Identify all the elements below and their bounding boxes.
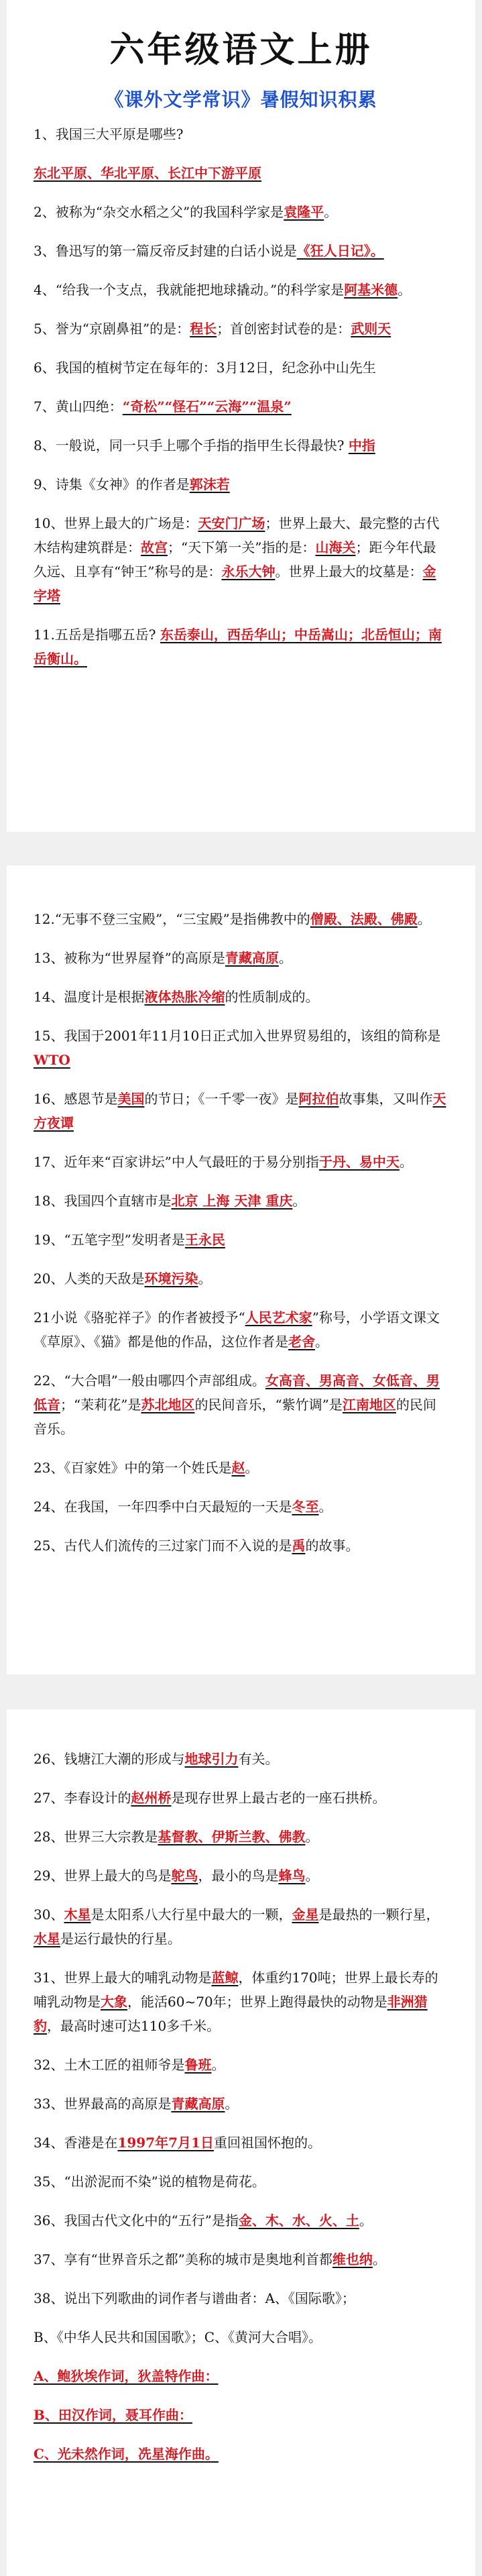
answer-text: 阿拉伯	[298, 1091, 339, 1107]
answer-text: 东岳泰山，西岳华山；中岳嵩山；北岳恒山；南岳衡山。	[34, 627, 442, 667]
answer-text: 阿基米德	[344, 282, 398, 298]
question-item	[34, 394, 448, 419]
question-item	[34, 1534, 448, 1558]
question-item	[34, 1966, 448, 2038]
page-subtitle: 《课外文学常识》暑假知识积累	[105, 89, 377, 111]
question-text: 32、土木工匠的祖师爷是	[34, 2057, 185, 2073]
question-text: 12.“无事不登三宝殿”，“三宝殿”是指佛教中的	[34, 911, 310, 927]
question-text: 。	[399, 1154, 413, 1170]
question-text: 5、誉为“京剧鼻祖”的是：	[34, 321, 190, 337]
question-item	[34, 1747, 448, 1771]
answer-text: 天安门广场	[198, 515, 265, 531]
question-text: 14、温度计是根据	[34, 989, 145, 1005]
answer-text: “奇松”“怪石”“云海”“温泉”	[122, 398, 292, 415]
document-page-2	[7, 865, 475, 1674]
question-item	[34, 161, 448, 185]
question-item	[34, 278, 448, 302]
question-text: 。	[278, 950, 292, 966]
question-text: 2、被称为“杂交水稻之父”的我国科学家是	[34, 204, 284, 220]
question-item	[34, 2169, 448, 2194]
answer-text: 水星	[34, 1931, 60, 1947]
question-item	[34, 985, 448, 1009]
question-text: 。	[359, 2212, 373, 2229]
question-text: 16、感恩节是	[34, 1091, 118, 1107]
question-text: 是最热的一颗行星，	[318, 1907, 440, 1923]
question-item	[34, 1864, 448, 1888]
question-text: 是现存世界上最古老的一座石拱桥。	[171, 1790, 386, 1806]
question-list-3	[34, 1747, 448, 2466]
question-item	[34, 511, 448, 608]
question-item	[34, 1786, 448, 1810]
question-text: 24、在我国，一年四季中白天最短的一天是	[34, 1499, 292, 1515]
answer-text: 冬至	[292, 1499, 319, 1515]
answer-text: WTO	[34, 1052, 70, 1068]
question-item	[34, 200, 448, 224]
answer-text: 山海关	[315, 539, 356, 555]
answer-text: 木星	[64, 1907, 91, 1923]
question-item	[34, 1150, 448, 1174]
question-item	[34, 1495, 448, 1519]
question-text: 22、“大合唱”一般由哪四个声部组成。	[34, 1373, 265, 1389]
answer-text: A、鲍狄埃作词，狄盖特作曲：	[34, 2368, 219, 2384]
question-text: 27、李春设计的	[34, 1790, 131, 1806]
answer-text: 鸵鸟	[171, 1868, 198, 1884]
question-item	[34, 907, 448, 931]
question-text: 的民间音乐。	[34, 1397, 436, 1437]
question-item	[34, 1228, 448, 1252]
question-item	[34, 356, 448, 380]
question-text: 的性质制成的。	[225, 989, 319, 1005]
question-text: 。	[318, 1499, 333, 1515]
answer-text: 大象	[101, 1994, 127, 2010]
answer-text: 地球引力	[184, 1751, 239, 1767]
document-page-3	[7, 1709, 475, 2576]
question-text: 。	[417, 911, 431, 927]
answer-text: 赵州桥	[131, 1790, 172, 1806]
question-text: 15、我国于2001年11月10日正式加入世界贸易组的，该组的简称是	[34, 1028, 441, 1044]
question-text: 。	[324, 204, 338, 220]
answer-text: 《狂人日记》。	[296, 243, 384, 259]
question-item	[34, 1087, 448, 1135]
question-text: ；距今年代最久远、且享有“钟王”称号的是：	[34, 539, 436, 580]
question-item	[34, 2092, 448, 2116]
answer-text: 鲁班	[184, 2057, 212, 2073]
question-text: 11.五岳是指哪五岳?	[34, 627, 160, 643]
answer-text: 美国	[117, 1091, 145, 1107]
question-item	[34, 2325, 448, 2349]
question-text: 。	[305, 1829, 319, 1845]
answer-text: 金字塔	[34, 564, 436, 604]
question-item	[34, 1368, 448, 1441]
answer-text: 老舍	[288, 1334, 315, 1350]
answer-text: 蜂鸟	[278, 1868, 306, 1884]
question-text: 重回祖国怀抱的。	[213, 2135, 321, 2151]
question-text: 36、我国古代文化中的“五行”是指	[34, 2212, 239, 2229]
question-text: 。	[305, 1868, 319, 1884]
answer-text: 袁隆平	[284, 204, 324, 220]
answer-text: 僧殿、法殿、佛殿	[310, 911, 418, 927]
answer-text: 中指	[348, 437, 375, 453]
question-text: ；世界上最大、最完整的古代木结构建筑群是：	[34, 515, 440, 555]
answer-text: 天方夜谭	[34, 1091, 446, 1131]
question-item	[34, 433, 448, 458]
question-text: 。	[245, 1460, 259, 1476]
question-text: 。	[211, 2057, 225, 2073]
question-text: 。	[292, 1193, 306, 1209]
question-item	[34, 2286, 448, 2310]
question-item	[34, 1267, 448, 1291]
question-item	[34, 2131, 448, 2155]
question-text: 。	[225, 2096, 239, 2112]
question-text: 18、我国四个直辖市是	[34, 1193, 172, 1209]
question-text: 29、世界上最大的鸟是	[34, 1868, 172, 1884]
question-text: ，能活60~70年；世界上跑得最快的动物是	[127, 1994, 387, 2010]
answer-text: 青藏高原	[171, 2096, 225, 2112]
question-text: 13、被称为“世界屋脊”的高原是	[34, 950, 225, 966]
answer-text: 于丹、易中天	[318, 1154, 400, 1170]
answer-text: 环境污染	[144, 1271, 198, 1287]
answer-text: 赵	[231, 1460, 245, 1476]
question-text: 10、世界上最大的广场是：	[34, 515, 198, 531]
answer-text: 郭沫若	[189, 476, 230, 492]
question-text: 的故事。	[305, 1538, 359, 1554]
question-text: ；首创密封试卷的是：	[217, 321, 351, 337]
question-item	[34, 472, 448, 496]
question-item	[34, 122, 448, 146]
question-text: ；“天下第一关”指的是：	[168, 539, 316, 555]
question-text: 故事集，又叫作	[339, 1091, 433, 1107]
answer-text: 非洲猎豹	[34, 1994, 428, 2034]
question-item	[34, 1189, 448, 1213]
question-text: 8、一般说，同一只手上哪个手指的指甲生长得最快?	[34, 437, 349, 453]
answer-text: 金、木、水、火、土	[238, 2212, 359, 2229]
answer-text: 基督教、伊斯兰教、佛教	[158, 1829, 306, 1845]
question-item	[34, 2247, 448, 2271]
answer-text: B、田汉作词，聂耳作曲：	[34, 2407, 192, 2423]
page-title: 六年级语文上册	[109, 30, 373, 70]
question-text: 有关。	[238, 1751, 279, 1767]
answer-text: 江南地区	[342, 1397, 396, 1413]
question-text: 25、古代人们流传的三过家门而不入说的是	[34, 1538, 292, 1554]
answer-text: 1997年7月1日	[117, 2135, 214, 2151]
question-item	[34, 2364, 448, 2388]
question-text: 的节日；《一千零一夜》是	[144, 1091, 299, 1107]
question-text: 26、钱塘江大潮的形成与	[34, 1751, 185, 1767]
question-text: 31、世界上最大的哺乳动物是	[34, 1970, 212, 1986]
question-text: 。	[315, 1334, 328, 1350]
answer-text: 人民艺术家	[245, 1309, 312, 1326]
question-list-1	[34, 122, 448, 671]
question-item	[34, 1024, 448, 1072]
document-page-1	[7, 0, 475, 832]
question-text: 的民间音乐，“紫竹调”是	[194, 1397, 343, 1413]
question-item	[34, 317, 448, 341]
question-text: 21小说《骆驼祥子》的作者被授予“	[34, 1309, 245, 1326]
question-text: ；“茉莉花”是	[60, 1397, 141, 1413]
question-text: 。	[398, 282, 412, 298]
answer-text: 王永民	[184, 1232, 225, 1248]
question-text: 是运行最快的行星。	[60, 1931, 181, 1947]
question-text: ，最高时速可达110多千米。	[47, 2018, 221, 2034]
question-text: 1、我国三大平原是哪些?	[34, 126, 184, 142]
question-text: 是太阳系八大行星中最大的一颗，	[91, 1907, 292, 1923]
answer-text: 东北平原、华北平原、长江中下游平原	[34, 165, 261, 181]
question-text: 3、鲁迅写的第一篇反帝反封建的白话小说是	[34, 243, 297, 259]
answer-text: 金星	[292, 1907, 319, 1923]
question-item	[34, 1902, 448, 1951]
question-text: 28、世界三大宗教是	[34, 1829, 158, 1845]
question-text: 。	[372, 2251, 386, 2267]
question-text: ，最小的鸟是	[198, 1868, 279, 1884]
question-item	[34, 946, 448, 970]
question-item	[34, 2403, 448, 2427]
answer-text: 女高音、男高音、女低音、男低音	[34, 1373, 440, 1413]
answer-text: 禹	[292, 1538, 306, 1554]
question-item	[34, 239, 448, 263]
question-text: 19、“五笔字型”发明者是	[34, 1232, 185, 1248]
question-text: 7、黄山四绝：	[34, 398, 123, 415]
question-item	[34, 623, 448, 671]
question-text: 33、世界最高的高原是	[34, 2096, 172, 2112]
answer-text: 青藏高原	[225, 950, 279, 966]
question-item	[34, 2053, 448, 2077]
question-text: 。	[198, 1271, 212, 1287]
question-text: 38、说出下列歌曲的词作者与谱曲者：A、《国际歌》；	[34, 2290, 355, 2306]
question-text: 4、“给我一个支点，我就能把地球撬动。”的科学家是	[34, 282, 345, 298]
question-item	[34, 1456, 448, 1480]
answer-text: 武则天	[351, 321, 391, 337]
question-list-2	[34, 907, 448, 1558]
answer-text: 永乐大钟	[221, 564, 276, 580]
question-text: 35、“出淤泥而不染”说的植物是荷花。	[34, 2174, 265, 2190]
answer-text: 程长	[190, 321, 217, 337]
question-text: 37、享有“世界音乐之都”美称的城市是奥地利首都	[34, 2251, 333, 2267]
question-item	[34, 1305, 448, 1354]
answer-text: 液体热胀冷缩	[144, 989, 225, 1005]
question-text: 9、诗集《女神》的作者是	[34, 476, 190, 492]
question-text: ，体重约170吨；世界上最长寿的哺乳动物是	[34, 1970, 438, 2010]
question-text: 30、	[34, 1907, 64, 1923]
answer-text: 维也纳	[332, 2251, 373, 2267]
question-text: 34、香港是在	[34, 2135, 118, 2151]
answer-text: 蓝鲸	[211, 1970, 239, 1986]
question-item	[34, 2208, 448, 2233]
question-text: B、《中华人民共和国国歌》；C、《黄河大合唱》。	[34, 2329, 322, 2345]
question-text: 20、人类的天敌是	[34, 1271, 145, 1287]
answer-text: C、光未然作词，冼星海作曲。	[34, 2446, 219, 2462]
question-text: 。世界上最大的坟墓是：	[275, 564, 423, 580]
question-text: 6、我国的植树节定在每年的：3月12日，纪念孙中山先生	[34, 360, 376, 376]
question-item	[34, 2442, 448, 2466]
question-text: 23、《百家姓》中的第一个姓氏是	[34, 1460, 232, 1476]
question-item	[34, 1825, 448, 1849]
question-text: 17、近年来“百家讲坛”中人气最旺的于易分别指	[34, 1154, 319, 1170]
question-text: ”称号，小学语文课文《草原》、《猫》都是他的作品，这位作者是	[34, 1309, 440, 1350]
answer-text: 故宫	[141, 539, 168, 555]
answer-text: 苏北地区	[141, 1397, 195, 1413]
answer-text: 北京 上海 天津 重庆	[171, 1193, 293, 1209]
